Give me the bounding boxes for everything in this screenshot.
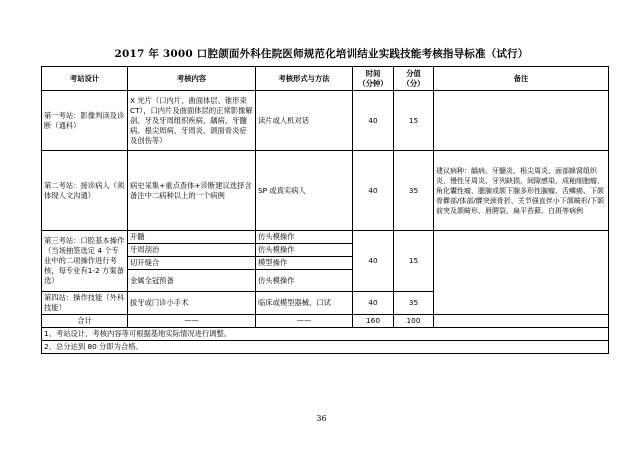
score-cell: 15 xyxy=(394,91,434,151)
content-cell: 开髓 xyxy=(128,231,256,244)
header-remark: 备注 xyxy=(434,67,609,91)
score-cell: 35 xyxy=(394,292,434,315)
exam-standard-table xyxy=(41,66,609,354)
method-cell: 仿头模操作 xyxy=(256,270,353,292)
content-cell: 牙周刮治 xyxy=(128,244,256,257)
total-score: 100 xyxy=(394,315,434,328)
station-cell: 第二考站：接诊病人（须体现人文沟通） xyxy=(42,151,128,231)
content-cell: 拔牙或门诊小手术 xyxy=(128,292,256,315)
note-row xyxy=(42,341,609,354)
score-cell: 15 xyxy=(394,231,434,292)
page-title: 2017 年 3000 口腔颌面外科住院医师规范化培训结业实践技能考核指导标准（试行） xyxy=(114,48,529,60)
time-cell: 40 xyxy=(353,91,394,151)
header-content: 考核内容 xyxy=(128,67,256,91)
method-cell: 临床或模型器械、口试 xyxy=(256,292,353,315)
time-cell: 40 xyxy=(353,231,394,292)
header-row xyxy=(42,67,609,91)
time-cell: 40 xyxy=(353,151,394,231)
score-cell: 35 xyxy=(394,151,434,231)
table-row xyxy=(42,231,609,244)
note-1: 1、考站设计，考核内容等可根据基地实际情况进行调整。 xyxy=(42,328,609,341)
header-method: 考核形式与方法 xyxy=(256,67,353,91)
table-row xyxy=(42,151,609,231)
station-cell: 第一考站：影像判读及诊断（通科） xyxy=(42,91,128,151)
total-content: —— xyxy=(128,315,256,328)
page-number: 36 xyxy=(316,414,327,423)
total-method: —— xyxy=(256,315,353,328)
total-remark xyxy=(434,315,609,328)
method-cell: 仿头模操作 xyxy=(256,231,353,244)
total-label: 合计 xyxy=(42,315,128,328)
method-cell: 仿头模操作 xyxy=(256,244,353,257)
header-station: 考站设计 xyxy=(42,67,128,91)
content-cell: 切开缝合 xyxy=(128,257,256,270)
method-cell: SP 或真实病人 xyxy=(256,151,353,231)
remark-cell xyxy=(434,91,609,151)
method-cell: 读片或人机对话 xyxy=(256,91,353,151)
remark-cell xyxy=(434,231,609,315)
content-cell: X 光片（口内片、曲面体层、锥形束 CT），口内片及曲面体层的正常影像解剖、牙及牙周组织疾病、龋病、牙髓病、根尖周病、牙周炎、颌面骨炎症及创伤等） xyxy=(128,91,256,151)
station-cell: 第四站：操作技能（外科技能） xyxy=(42,292,128,315)
total-row xyxy=(42,315,609,328)
method-cell: 模型操作 xyxy=(256,257,353,270)
note-row xyxy=(42,328,609,341)
header-score: 分值 （分） xyxy=(394,67,434,91)
note-2: 2、总分达到 80 分即为合格。 xyxy=(42,341,609,354)
content-cell: 病史采集+重点查体+诊断建议选择含备注中二病种以上的一个病例 xyxy=(128,151,256,231)
station-cell: 第三考站：口腔基本操作（当场抽签选定 4 个专业中的二项操作进行考核，每专业有1-2 方案备选） xyxy=(42,231,128,292)
total-time: 160 xyxy=(353,315,394,328)
remark-cell: 建议病种：龋病、牙髓炎、根尖周炎、面部蜂窝组织炎、慢性牙周炎、牙列缺损、间隙感染、成釉细胞瘤、角化囊性瘤、腮腺或颌下腺多形性腺瘤、舌鳞癌、下颌骨髁部/体部/髁突颈骨折、关节强直伴小下颌畸形/下颌前突及颌畸形、唇腭裂、扁平苔藓、白斑等病例 xyxy=(434,151,609,231)
header-time: 时间 （分钟） xyxy=(353,67,394,91)
content-cell: 金属全冠预备 xyxy=(128,270,256,292)
time-cell: 40 xyxy=(353,292,394,315)
table-row xyxy=(42,91,609,151)
